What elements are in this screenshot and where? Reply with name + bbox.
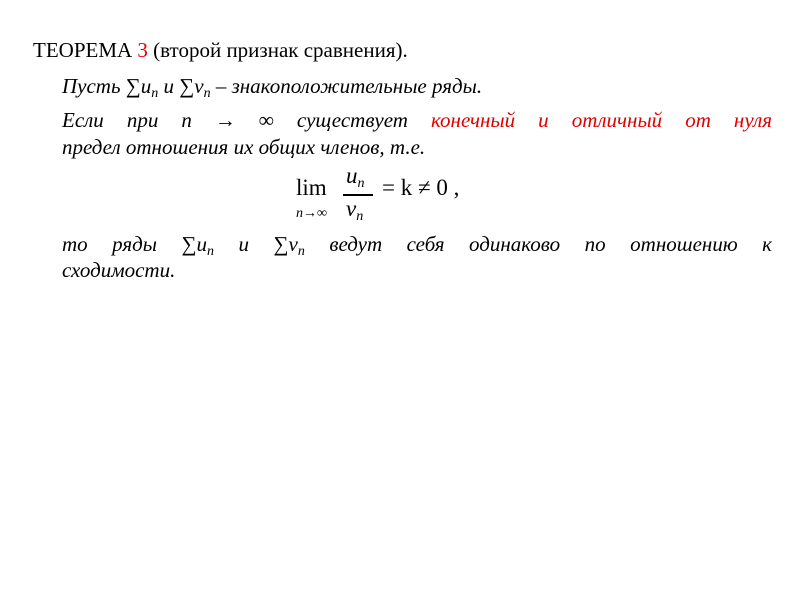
series-u-subscript: n — [151, 86, 159, 101]
fraction-denominator — [346, 196, 363, 225]
theorem-number: 3 — [137, 38, 148, 62]
series-v-subscript-2: n — [297, 244, 305, 259]
statement-line-2 — [62, 108, 772, 132]
theorem-title-rest: (второй признак сравнения). — [147, 38, 408, 62]
line1-lead: Пусть — [62, 74, 126, 98]
denominator-subscript: n — [356, 209, 364, 224]
limit-operator: lim — [296, 175, 327, 200]
series-u-subscript-2: n — [207, 244, 215, 259]
series-u-symbol: ∑u — [125, 74, 152, 98]
theorem-title-prefix: ТЕОРЕМА — [33, 38, 138, 62]
line1-and: и — [158, 74, 180, 98]
series-v-symbol-2: ∑v — [273, 232, 298, 256]
line2-lead: Если при n → ∞ существует — [62, 108, 431, 132]
numerator-letter: u — [346, 163, 358, 188]
theorem-title — [33, 38, 408, 62]
line4-and: и — [214, 232, 274, 256]
line4-lead: то ряды — [62, 232, 182, 256]
line5-text: сходимости. — [62, 258, 176, 282]
line2-red-condition: конечный и отличный от нуля — [431, 108, 772, 132]
fraction-numerator — [346, 163, 365, 192]
line3-text: предел отношения их общих членов, т.е. — [62, 135, 426, 159]
series-v-subscript: n — [203, 86, 211, 101]
limit-subscript: n→∞ — [296, 206, 327, 221]
series-v-symbol: ∑v — [179, 74, 204, 98]
statement-line-5 — [62, 258, 175, 282]
numerator-subscript: n — [357, 176, 365, 191]
statement-line-3 — [62, 135, 425, 159]
statement-line-1 — [62, 74, 482, 106]
line4-rest: ведут себя одинаково по отношению к — [304, 232, 772, 256]
formula-right-side: = k ≠ 0 , — [382, 175, 460, 200]
series-u-symbol-2: ∑u — [181, 232, 208, 256]
limit-formula — [296, 163, 496, 227]
line1-rest: – знакоположительные ряды. — [210, 74, 483, 98]
denominator-letter: v — [346, 196, 357, 221]
